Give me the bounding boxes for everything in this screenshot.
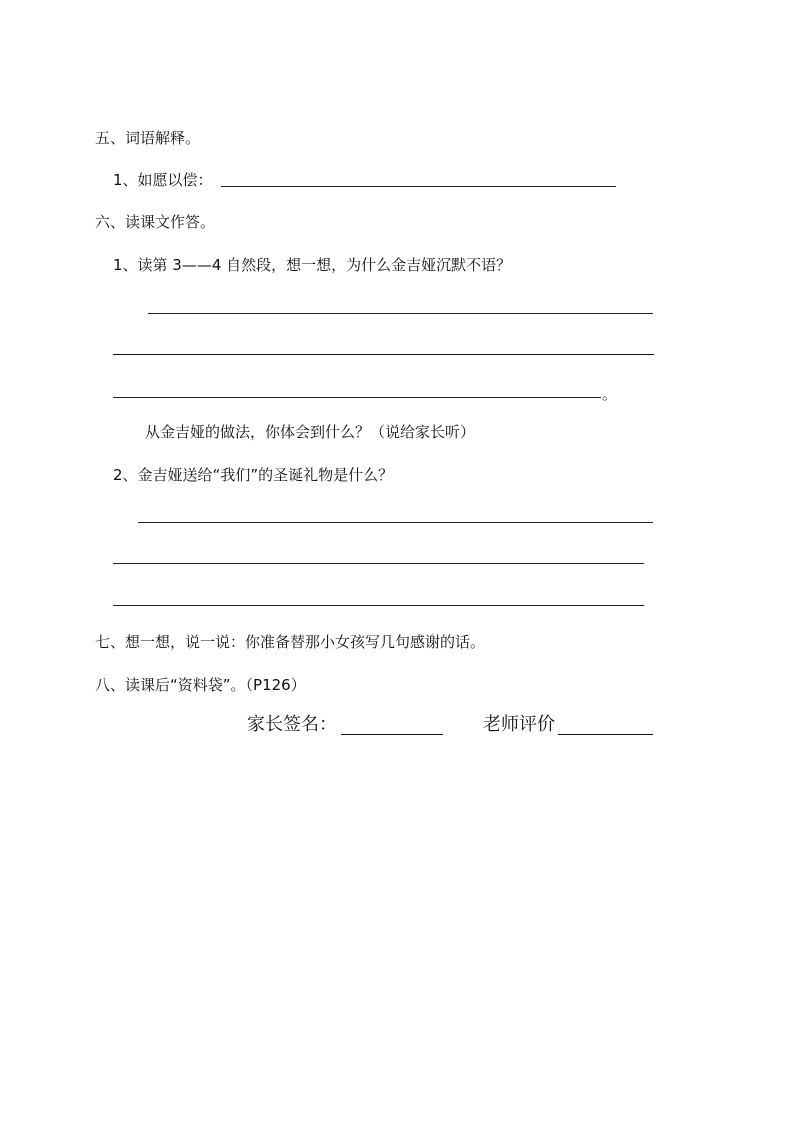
section5-heading: 五、词语解释。 [95,129,201,147]
teacher-evaluation-label: 老师评价 [483,714,555,735]
section6-q1-prompt: 1、读第 3——4 自然段，想一想，为什么金吉娅沉默不语？ [113,256,512,274]
parent-signature-line[interactable] [341,734,443,735]
section6-q2-prompt: 2、金吉娅送给“我们”的圣诞礼物是什么？ [113,466,394,484]
section6-q1-answer-line-3[interactable] [113,397,601,398]
section6-q1-answer-line-1[interactable] [148,313,653,314]
section8-heading: 八、读课后“资料袋”。（P126） [95,676,306,694]
parent-signature-label: 家长签名： [247,714,337,735]
section6-heading: 六、读课文作答。 [95,213,216,231]
teacher-evaluation-line[interactable] [558,734,653,735]
section6-q2-answer-line-3[interactable] [113,605,644,606]
section6-q1-followup: 从金吉娅的做法，你体会到什么？（说给家长听） [145,423,476,441]
section6-q2-answer-line-2[interactable] [113,563,644,564]
answer-end-period: 。 [602,385,618,403]
section6-q2-answer-line-1[interactable] [138,522,653,523]
section7-heading: 七、想一想，说一说：你准备替那小女孩写几句感谢的话。 [95,633,486,651]
section5-q1-answer-line[interactable] [221,186,616,187]
section6-q1-answer-line-2[interactable] [113,354,654,355]
section5-q1-label: 1、如愿以偿： [113,171,213,189]
